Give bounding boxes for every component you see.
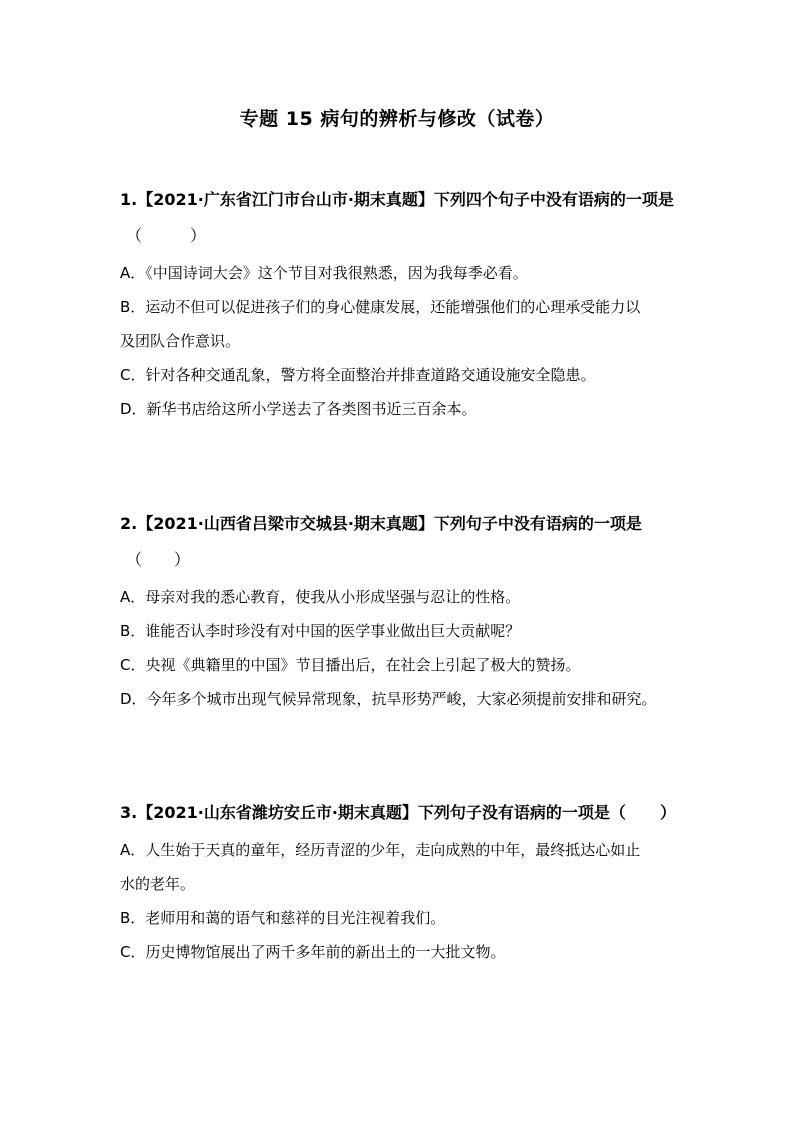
option-b: B．运动不但可以促进孩子们的身心健康发展，还能增强他们的心理承受能力以 — [120, 298, 641, 316]
question-3-stem — [120, 801, 676, 825]
option-a: A．母亲对我的悉心教育，使我从小形成坚强与忍让的性格。 — [120, 588, 521, 606]
page-title: 专题 15 病句的辨析与修改（试卷） — [239, 108, 555, 130]
option-b-continued: 及团队合作意识。 — [120, 332, 241, 350]
question-3 — [120, 801, 680, 969]
option-c: C．央视《典籍里的中国》节目播出后，在社会上引起了极大的赞扬。 — [120, 656, 581, 674]
option-a-continued: 水的老年。 — [120, 875, 196, 893]
option-c: C．针对各种交通乱象，警方将全面整治并排查道路交通设施安全隐患。 — [120, 366, 596, 384]
option-a: A．《中国诗词大会》这个节目对我很熟悉，因为我每季必看。 — [120, 264, 528, 282]
question-2-stem: 2.【2021·山西省吕梁市交城县·期末真题】下列句子中没有语病的一项是 — [120, 514, 642, 533]
option-a: A．人生始于天真的童年，经历青涩的少年，走向成熟的中年，最终抵达心如止 — [120, 841, 641, 859]
answer-blank: （ ） — [126, 550, 191, 569]
answer-blank-close: ） — [659, 803, 676, 822]
option-c: C．历史博物馆展出了两千多年前的新出土的一大批文物。 — [120, 943, 506, 961]
question-3-stem-text: 3.【2021·山东省潍坊安丘市·期末真题】下列句子没有语病的一项是（ — [120, 803, 626, 822]
option-d: D．新华书店给这所小学送去了各类图书近三百余本。 — [120, 400, 477, 418]
option-b: B．谁能否认李时珍没有对中国的医学事业做出巨大贡献呢？ — [120, 622, 521, 640]
option-d: D．今年多个城市出现气候异常现象，抗旱形势严峻，大家必须提前安排和研究。 — [120, 690, 657, 708]
answer-blank: （ ） — [126, 226, 207, 245]
question-2 — [120, 512, 680, 716]
question-1 — [120, 188, 680, 426]
option-b: B．老师用和蔼的语气和慈祥的目光注视着我们。 — [120, 909, 446, 927]
question-1-stem: 1.【2021·广东省江门市台山市·期末真题】下列四个句子中没有语病的一项是 — [120, 190, 674, 209]
